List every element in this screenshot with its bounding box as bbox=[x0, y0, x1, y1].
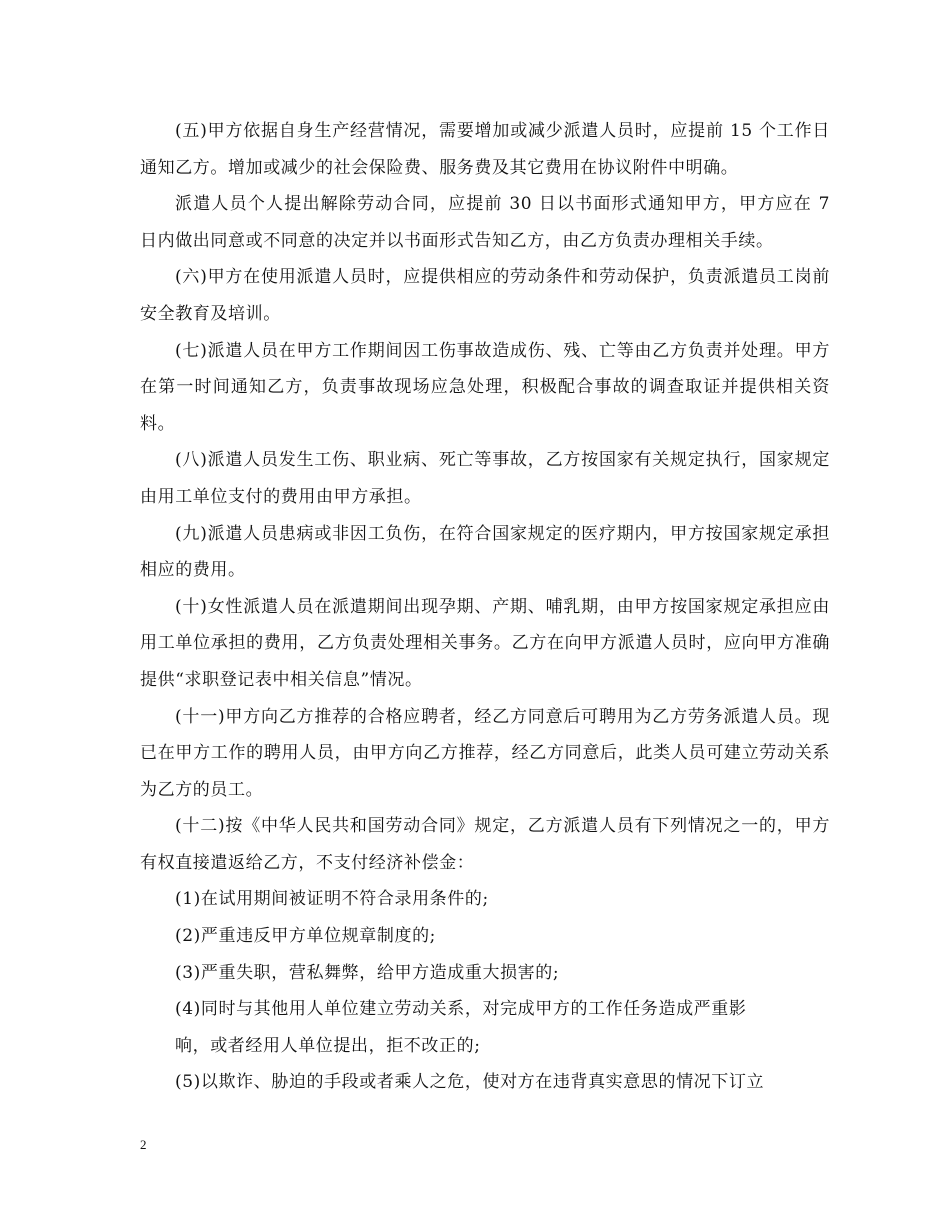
list-item-5: (5)以欺诈、胁迫的手段或者乘人之危，使对方在违背真实意思的情况下订立 bbox=[175, 1072, 765, 1093]
paragraph-10: (十)女性派遣人员在派遣期间出现孕期、产期、哺乳期，由甲方按国家规定承担应由用工单位承担的费用，乙方负责处理相关事务。乙方在向甲方派遣人员时，应向甲方准确提供“求职登记表中相关信息”情况。 bbox=[140, 596, 830, 690]
paragraph-12: (十二)按《中华人民共和国劳动合同》规定，乙方派遣人员有下列情况之一的，甲方有权直接遣返给乙方，不支付经济补偿金： bbox=[140, 816, 830, 873]
document-body bbox=[140, 113, 830, 1101]
list-item-3: (3)严重失职，营私舞弊，给甲方造成重大损害的; bbox=[175, 962, 560, 983]
paragraph-11: (十一)甲方向乙方推荐的合格应聘者，经乙方同意后可聘用为乙方劳务派遣人员。现已在甲方工作的聘用人员，由甲方向乙方推荐，经乙方同意后，此类人员可建立劳动关系为乙方的员工。 bbox=[140, 706, 830, 800]
list-item-4-continuation: 响，或者经用人单位提出，拒不改正的; bbox=[175, 1035, 481, 1056]
paragraph-6: (六)甲方在使用派遣人员时，应提供相应的劳动条件和劳动保护，负责派遣员工岗前安全教育及培训。 bbox=[140, 267, 830, 324]
paragraph-resignation: 派遣人员个人提出解除劳动合同，应提前 30 日以书面形式通知甲方，甲方应在 7 日内做出同意或不同意的决定并以书面形式告知乙方，由乙方负责办理相关手续。 bbox=[140, 194, 830, 251]
paragraph-5: (五)甲方依据自身生产经营情况，需要增加或减少派遣人员时，应提前 15 个工作日通知乙方。增加或减少的社会保险费、服务费及其它费用在协议附件中明确。 bbox=[140, 121, 830, 178]
list-item-2: (2)严重违反甲方单位规章制度的; bbox=[175, 926, 437, 947]
paragraph-7: (七)派遣人员在甲方工作期间因工伤事故造成伤、残、亡等由乙方负责并处理。甲方在第一时间通知乙方，负责事故现场应急处理，积极配合事故的调查取证并提供相关资料。 bbox=[140, 340, 830, 434]
list-item-4: (4)同时与其他用人单位建立劳动关系，对完成甲方的工作任务造成严重影 bbox=[175, 999, 747, 1020]
page-number: 2 bbox=[140, 1137, 147, 1152]
paragraph-8: (八)派遣人员发生工伤、职业病、死亡等事故，乙方按国家有关规定执行，国家规定由用工单位支付的费用由甲方承担。 bbox=[140, 450, 830, 507]
list-item-1: (1)在试用期间被证明不符合录用条件的; bbox=[175, 889, 489, 910]
paragraph-9: (九)派遣人员患病或非因工负伤，在符合国家规定的医疗期内，甲方按国家规定承担相应的费用。 bbox=[140, 523, 830, 581]
